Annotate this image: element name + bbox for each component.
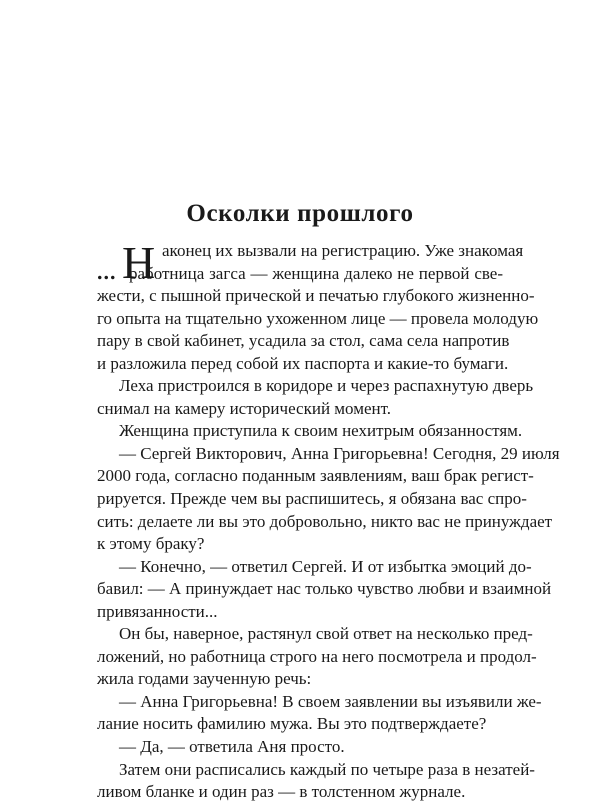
text-line: ливом бланке и один раз — в толстенном журнале.: [97, 782, 466, 802]
chapter-title: Осколки прошлого: [186, 200, 414, 227]
text-line: снимал на камеру исторический момент.: [97, 398, 392, 418]
text-line: — Анна Григорьевна! В своем заявлении вы изъявили же-: [119, 691, 542, 711]
text-line: 2000 года, согласно поданным заявлениям, ваш брак регист-: [97, 466, 534, 486]
text-line: сить: делаете ли вы это добровольно, никто вас не принуждает: [97, 511, 553, 531]
text-line: лание носить фамилию мужа. Вы это подтверждаете?: [97, 714, 487, 734]
dropcap-letter: Н: [122, 237, 156, 288]
text-line: Леха пристроился в коридоре и через распахнутую дверь: [119, 376, 534, 396]
text-line: бавил: — А принуждает нас только чувство любви и взаимной: [97, 579, 552, 599]
chapter-body: [96, 237, 560, 804]
text-line: ложений, но работница строго на него посмотрела и продол-: [97, 646, 537, 666]
text-line: Женщина приступила к своим нехитрым обязанностям.: [119, 421, 523, 441]
text-line: — Да, — ответила Аня просто.: [119, 737, 345, 757]
text-line: привязанности...: [97, 601, 218, 621]
text-line: пару в свой кабинет, усадила за стол, сама села напротив: [97, 331, 510, 351]
text-line: и разложила перед собой их паспорта и какие-то бумаги.: [97, 353, 509, 373]
text-line-content: аконец их вызвали на регистрацию. Уже знакомая: [162, 241, 524, 260]
text-line: — Конечно, — ответил Сергей. И от избытка эмоций до-: [119, 556, 532, 576]
text-line: рируется. Прежде чем вы распишитесь, я обязана вас спро-: [97, 489, 527, 509]
text-line: Затем они расписались каждый по четыре раза в незатей-: [119, 759, 535, 779]
text-line: — Сергей Викторович, Анна Григорьевна! Сегодня, 29 июля: [119, 443, 560, 463]
text-line: го опыта на тщательно ухоженном лице — провела молодую: [97, 308, 539, 328]
text-line: жила годами заученную речь:: [97, 669, 312, 689]
text-line: [97, 263, 503, 286]
text-line-content: работница загса — женщина далеко не первой све-: [129, 263, 503, 283]
text-line: Он бы, наверное, растянул свой ответ на несколько пред-: [119, 624, 533, 644]
text-line: жести, с пышной прической и печатью глубокого жизненно-: [97, 286, 535, 306]
text-line: к этому браку?: [97, 534, 205, 554]
dropcap-ellipsis: ...: [96, 253, 116, 286]
